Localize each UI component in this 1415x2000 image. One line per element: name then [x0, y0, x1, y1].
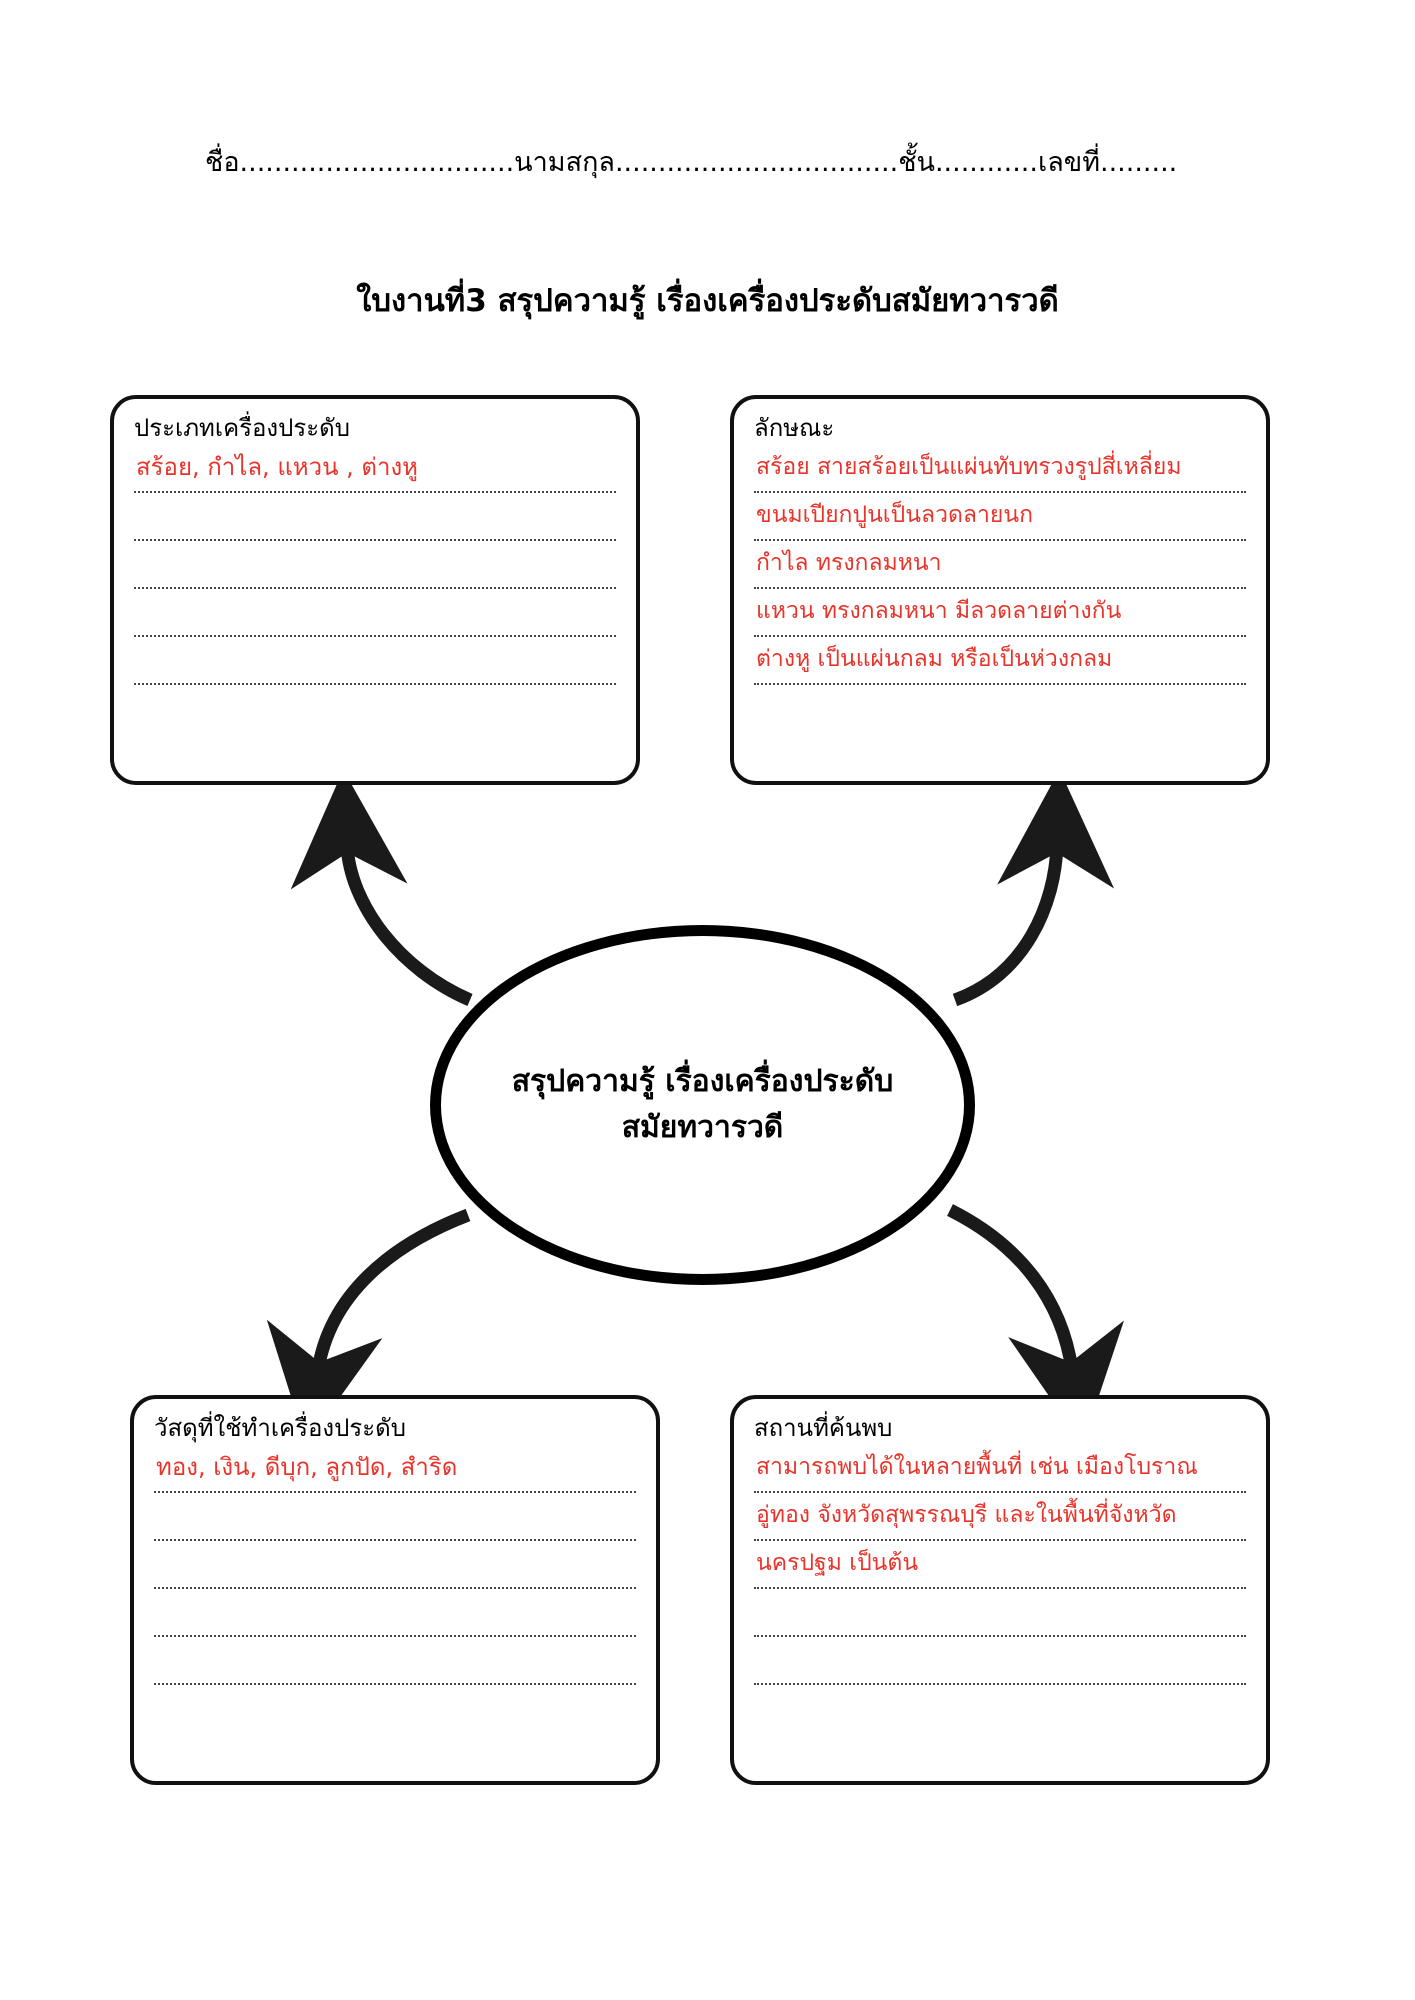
answer-line[interactable] [154, 1493, 636, 1541]
answer-line[interactable]: นครปฐม เป็นต้น [754, 1541, 1246, 1589]
center-topic-line1: สรุปความรู้ เรื่องเครื่องประดับ [511, 1063, 894, 1099]
answer-line[interactable]: สร้อย, กำไล, แหวน , ต่างหู [134, 445, 616, 493]
center-topic-node [430, 925, 975, 1285]
answer-line[interactable] [754, 1589, 1246, 1637]
answer-lines-types [134, 445, 616, 685]
box-discovery-places [730, 1395, 1270, 1785]
center-topic-text [512, 1059, 894, 1152]
answer-line[interactable]: ขนมเปียกปูนเป็นลวดลายนก [754, 493, 1246, 541]
answer-lines-materials [154, 1445, 636, 1685]
page-title: ใบงานที่3 สรุปความรู้ เรื่องเครื่องประดับสมัยทวารวดี [356, 283, 1059, 319]
answer-line[interactable] [154, 1589, 636, 1637]
answer-line[interactable] [134, 589, 616, 637]
answer-line[interactable] [754, 1637, 1246, 1685]
arrow-to-features [955, 845, 1057, 1000]
answer-line[interactable] [134, 493, 616, 541]
arrow-to-types [347, 845, 470, 1000]
answer-line[interactable]: แหวน ทรงกลมหนา มีลวดลายต่างกัน [754, 589, 1246, 637]
box-label-types: ประเภทเครื่องประดับ [134, 414, 350, 442]
student-name-line: ชื่อ................................นามสกุล.................................ชั้น............เลขที่......... [205, 147, 1178, 178]
box-jewelry-types [110, 395, 640, 785]
answer-line[interactable]: สร้อย สายสร้อยเป็นแผ่นทับทรวงรูปสี่เหลี่ยม [754, 445, 1246, 493]
arrow-to-materials [318, 1215, 468, 1370]
answer-lines-features [754, 445, 1246, 685]
box-label-places: สถานที่ค้นพบ [754, 1414, 893, 1442]
box-materials [130, 1395, 660, 1785]
answer-line[interactable]: ต่างหู เป็นแผ่นกลม หรือเป็นห่วงกลม [754, 637, 1246, 685]
answer-line[interactable]: ทอง, เงิน, ดีบุก, ลูกปัด, สำริด [154, 1445, 636, 1493]
center-topic-line2: สมัยทวารวดี [621, 1110, 784, 1145]
answer-line[interactable] [154, 1541, 636, 1589]
answer-line[interactable]: กำไล ทรงกลมหนา [754, 541, 1246, 589]
answer-line[interactable] [134, 637, 616, 685]
box-label-materials: วัสดุที่ใช้ทำเครื่องประดับ [154, 1414, 406, 1442]
answer-lines-places [754, 1445, 1246, 1685]
arrow-to-places [950, 1210, 1072, 1370]
answer-line[interactable]: สามารถพบได้ในหลายพื้นที่ เช่น เมืองโบราณ [754, 1445, 1246, 1493]
box-label-features: ลักษณะ [754, 414, 835, 442]
answer-line[interactable] [134, 541, 616, 589]
answer-line[interactable] [154, 1637, 636, 1685]
box-characteristics [730, 395, 1270, 785]
answer-line[interactable]: อู่ทอง จังหวัดสุพรรณบุรี และในพื้นที่จังหวัด [754, 1493, 1246, 1541]
